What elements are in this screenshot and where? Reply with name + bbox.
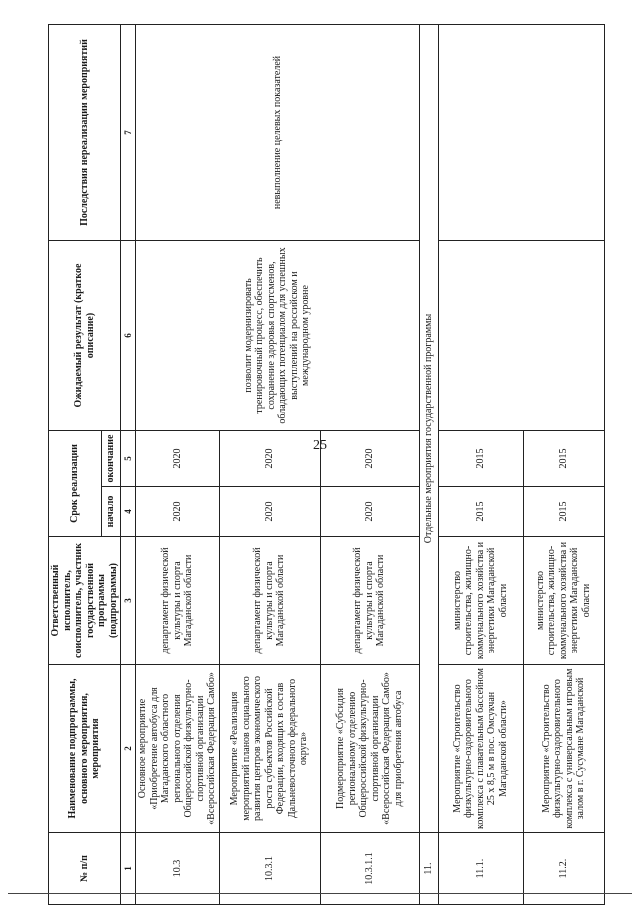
header-consequence: Последствия нереализации мероприятий [49, 25, 121, 241]
row-number: 11. [419, 833, 438, 905]
activity-executor: министерство строительства, жилищно-коммунального хозяйства и энергетики Магаданской области [523, 537, 604, 665]
header-row [49, 25, 102, 905]
activity-executor: министерство строительства, жилищно-коммунального хозяйства и энергетики Магаданской области [438, 537, 523, 665]
header-period: Срок реализации [49, 431, 102, 537]
start-year: 2020 [320, 487, 419, 537]
activity-executor: департамент физической культуры и спорта Магаданской области [320, 537, 419, 665]
start-year: 2020 [219, 487, 320, 537]
column-number: 3 [121, 537, 136, 665]
table-row-10-3 [136, 25, 220, 905]
column-number: 2 [121, 665, 136, 833]
start-year: 2015 [523, 487, 604, 537]
start-year: 2020 [136, 487, 220, 537]
column-number: 5 [121, 431, 136, 487]
activity-executor: департамент физической культуры и спорта Магаданской области [136, 537, 220, 665]
activity-name: Мероприятие «Строительство физкультурно-оздоровительного комплекса с универсальным игровым залом в г. Сусумане Магаданской [523, 665, 604, 833]
activity-name: Подмероприятие «Субсидия региональному отделению Общероссийской физкультурно-спортивной организации «Всероссийская Федерация Самбо» для приобретения автобуса [320, 665, 419, 833]
row-number: 11.1. [438, 833, 523, 905]
column-number: 6 [121, 241, 136, 431]
header-start: начало [102, 487, 121, 537]
page-number: 25 [313, 438, 327, 453]
non-implementation-consequence: невыполнение целевых показателей [136, 25, 420, 241]
page-bottom-rule [8, 893, 632, 894]
row-number: 11.2. [523, 833, 604, 905]
start-year: 2015 [438, 487, 523, 537]
column-number: 7 [121, 25, 136, 241]
column-number: 1 [121, 833, 136, 905]
activity-executor: департамент физической культуры и спорта Магаданской области [219, 537, 320, 665]
consequence-empty [438, 25, 604, 241]
row-number: 10.3.1.1 [320, 833, 419, 905]
column-numbers-row [121, 25, 136, 905]
header-end: окончание [102, 431, 121, 487]
section-title: Отдельные мероприятия государственной программы [419, 25, 438, 833]
end-year: 2020 [219, 431, 320, 487]
program-activities-table [48, 24, 605, 905]
header-name: Наименование подпрограммы, основного мероприятия, мероприятия [49, 665, 121, 833]
activity-name: Мероприятие «Строительство физкультурно-оздоровительного комплекса с плавательным бассейном 25 х 8,5 м в пос. Омсукчан Магаданской области» [438, 665, 523, 833]
column-number: 4 [121, 487, 136, 537]
header-num: № п/п [49, 833, 121, 905]
header-executor: Ответственный исполнитель, соисполнитель, участник государственной программы (подпрограммы) [49, 537, 121, 665]
end-year: 2015 [523, 431, 604, 487]
end-year: 2015 [438, 431, 523, 487]
end-year: 2020 [320, 431, 419, 487]
activity-name: Мероприятие «Реализация мероприятий планов социального развития центров экономического роста субъектов Российской Федерации, входящих в состав Дальневосточного федерального округа» [219, 665, 320, 833]
expected-result-empty [438, 241, 604, 431]
header-result: Ожидаемый результат (краткое описание) [49, 241, 121, 431]
table-row-11-1 [438, 25, 523, 905]
row-number: 10.3 [136, 833, 220, 905]
rotated-table-container [48, 25, 592, 905]
activity-name: Основное мероприятие «Приобретение автобуса для Магаданского областного регионального отделения Общероссийской физкультурно-спортивной организации «Всероссийская Федерация Самбо» [136, 665, 220, 833]
expected-result: позволит модернизировать тренировочный процесс, обеспечить сохранение здоровья спортсменов, обладающих потенциалом для успешных выступлений на российском и международном уровне [136, 241, 420, 431]
table-row-11-section [419, 25, 438, 905]
end-year: 2020 [136, 431, 220, 487]
row-number: 10.3.1 [219, 833, 320, 905]
